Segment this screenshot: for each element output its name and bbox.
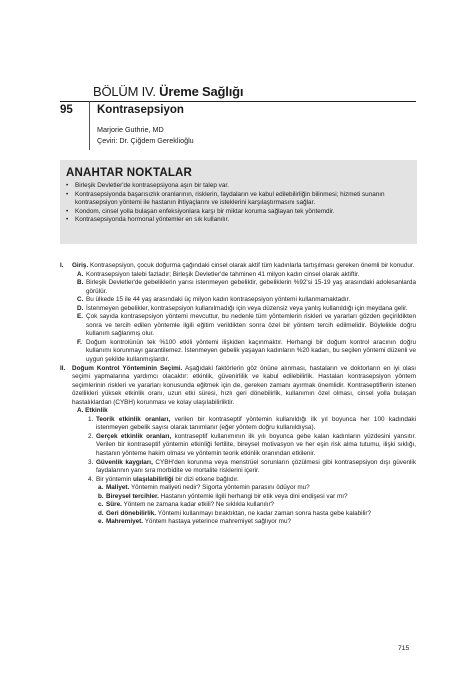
section-label: II. [60, 364, 66, 372]
item-label: F. [77, 338, 82, 346]
numbered-item [60, 459, 416, 476]
item-term: Süre. [106, 501, 122, 509]
item-text: verilen bir kontraseptif yöntemin kullanıldığı ilk yıl boyunca her 100 kadındaki istenmeyen gebelik sayısı olarak tanımlanır (eğer yöntem doğru kullanıldıysa). [96, 415, 417, 432]
subsection-heading [60, 407, 416, 416]
item-text: Bir yöntemin [96, 475, 132, 483]
lettered-item [60, 510, 416, 519]
item-label: E. [77, 313, 83, 321]
part-title [93, 84, 243, 99]
chapter-number: 95 [60, 104, 73, 116]
list-item [60, 279, 416, 296]
part-prefix: BÖLÜM IV. [93, 84, 156, 99]
item-label: 4. [88, 475, 94, 483]
key-point: • Kondom, cinsel yolla bulaşan enfeksiyonlara karşı bir miktar koruma sağlayan tek yöntemdir. [66, 208, 412, 217]
item-text: Yöntem ne zamana kadar etkili? Ne sıklıkla kullanılır? [123, 501, 275, 509]
item-text: İstenmeyen gebelikler, kontrasepsiyon kullanılmadığı için veya düzensiz veya yanlış kullanıldığı için meydana gelir. [86, 304, 408, 312]
item-label: c. [98, 501, 104, 509]
subsection-label: A. [77, 407, 84, 415]
item-term: Mahremiyet. [106, 518, 144, 526]
section-title: Doğum Kontrol Yönteminin Seçimi. [72, 364, 183, 372]
item-label: d. [98, 509, 104, 517]
item-term: Gerçek etkinlik oranları, [96, 432, 172, 440]
item-text: Yöntemi kullanmayı bıraktıktan, ne kadar zaman sonra hasta gebe kalabilir? [157, 509, 372, 517]
item-text: bir dizi etkene bağlıdır. [175, 475, 239, 483]
item-term: Maliyet. [106, 484, 130, 492]
section-label: I. [60, 262, 64, 269]
key-point: • Birleşik Devletler'de kontrasepsiyona aşırı bir talep var. [66, 182, 412, 191]
subsection-title: Etkinlik [85, 407, 108, 415]
lettered-item [60, 501, 416, 510]
item-label: D. [77, 304, 84, 312]
item-text: kontraseptif kullanımının ilk yılı boyunca gebe kalan kadınların yüzdesini yansıtır. Verilen bir kontraseptif yöntemin etkinliği fertilite, bireysel motivasyon ve her eşin risk alma tutumu, ilişki sıklığı, hastanın yönteme hakim olması ve yöntemin teorik etkinlik oranından etkilenir. [96, 432, 417, 458]
key-points-heading: ANAHTAR NOKTALAR [66, 167, 193, 179]
author: Marjorie Guthrie, MD [97, 125, 164, 134]
item-text: Doğum kontrolünün tek %100 etkili yöntemi ilişkiden kaçınmaktır. Herhangi bir doğum kontrol aracının doğru kullanımı korunmayı garantilemez. İstenmeyen gebelik yaşayan kadınların %20 kadarı, bu seçilen yöntemi düzenli ve uygun şekilde kullanmışlardır. [86, 338, 416, 364]
item-term: Geri dönebilirlik. [106, 509, 157, 517]
numbered-item [60, 476, 416, 485]
item-label: 2. [88, 432, 94, 440]
body-text [60, 262, 416, 527]
item-text: Hastanın yöntemle ilgili herhangi bir etik veya dini endişesi var mı? [160, 492, 348, 500]
item-label: B. [77, 279, 84, 287]
item-label: 3. [88, 458, 94, 466]
key-points-list [66, 182, 412, 225]
chapter-divider [89, 101, 90, 150]
item-term: Güvenlik kaygıları, [96, 458, 153, 466]
item-label: 1. [88, 415, 94, 423]
list-item [60, 305, 416, 314]
item-text: Kontrasepsiyon talebi fazladır; Birleşik Devletler'de tahminen 41 milyon kadın cinsel olarak aktiftir. [86, 270, 360, 278]
header-rule [60, 101, 416, 102]
list-item [60, 296, 416, 305]
item-label: a. [98, 484, 104, 492]
key-point: • Kontrasepsiyonda hormonal yöntemler en sık kullanılır. [66, 216, 412, 225]
item-label: b. [98, 492, 104, 500]
section-method-choice [60, 365, 416, 408]
item-text: Birleşik Devletler'de gebeliklerin yarısı istenmeyen gebeliktir, gebeliklerin %92'si 15-19 yaş arasındaki adolesanlarda görülür. [86, 279, 416, 295]
page-number: 715 [398, 645, 410, 652]
section-text: Aşağıdaki faktörlerin göz önüne alınması, hastaların ve doktorların en iyi olası seçimi yapmalarına yardımcı olacaktır: etkinlik, güvenirlilik ve kabul edilebilirlik. Hastaları kontrasepsiyon yöntem seçimlerinin riskleri ve yararları konusunda eğitmek için de, gereken zamanı ayırmak önemlidir. Kontraseptiflerin istenen özellikleri yüksek etkinlik oranı, uzun etki süresi, hızlı geri dönebilirlik, kullanımın özel olması, cinsel yolla bulaşan hastalıklardan (CYBH) korunması ve kolay ulaşılabilirliktir. [72, 364, 417, 406]
numbered-item [60, 416, 416, 433]
lettered-item [60, 493, 416, 502]
item-text: Yöntem hastaya yeterince mahremiyet sağlıyor mu? [144, 518, 292, 526]
item-term: Bireysel tercihler. [106, 492, 159, 500]
key-point: • Kontrasepsiyonda başarısızlık oranlarının, risklerin, faydaların ve kabul edilebilirliğin bilinmesi; hizmeti sunanın kontrasepsiyon yöntemi ile hastanın ihtiyaçlarını ve isteklerini karşılaştırmasını sağlar. [66, 191, 412, 208]
item-label: C. [77, 296, 84, 304]
section-intro [60, 262, 416, 271]
section-text: Kontrasepsiyon, çocuk doğurma çağındaki cinsel olarak aktif tüm kadınlarla tartışılması gereken önemli bir konudur. [89, 262, 415, 269]
list-item [60, 271, 416, 280]
item-text: Çok sayıda kontrasepsiyon yöntemi mevcuttur, bu nedenle tüm yöntemlerin riskleri ve yararları gözden geçirildikten sonra ve tercih edilen yöntemle ilgili eğitim verildikten sonra özel bir yöntem tercih edilmelidir. Böylelikle doğru kullanım sağlanmış olur. [86, 313, 416, 338]
item-label: A. [77, 270, 84, 278]
item-text: Bu ülkede 15 ile 44 yaş arasındaki üç milyon kadın kontrasepsiyon yöntemi kullanmamaktadır. [86, 296, 351, 304]
item-term: ulaşılabilirliği [133, 475, 174, 483]
list-item [60, 313, 416, 339]
chapter-title: Kontrasepsiyon [97, 104, 184, 116]
item-text: CYBH'den korunma veya menstrüel sorunların çözülmesi gibi kontrasepsiyon dışı güvenlik faydalarının yanı sıra morbidite ve mortalite risklerini içerir. [96, 458, 417, 475]
item-term: Teorik etkinlik oranları, [96, 415, 171, 423]
translator: Çeviri: Dr. Çiğdem Gereklioğlu [97, 136, 194, 145]
section-title: Giriş. [72, 262, 89, 269]
numbered-item [60, 433, 416, 459]
part-name: Üreme Sağlığı [159, 84, 244, 99]
lettered-item [60, 518, 416, 527]
item-label: e. [98, 518, 104, 526]
list-item [60, 339, 416, 365]
item-text: Yöntemin maliyeti nedir? Sigorta yöntemin parasını ödüyor mu? [130, 484, 310, 492]
lettered-item [60, 484, 416, 493]
